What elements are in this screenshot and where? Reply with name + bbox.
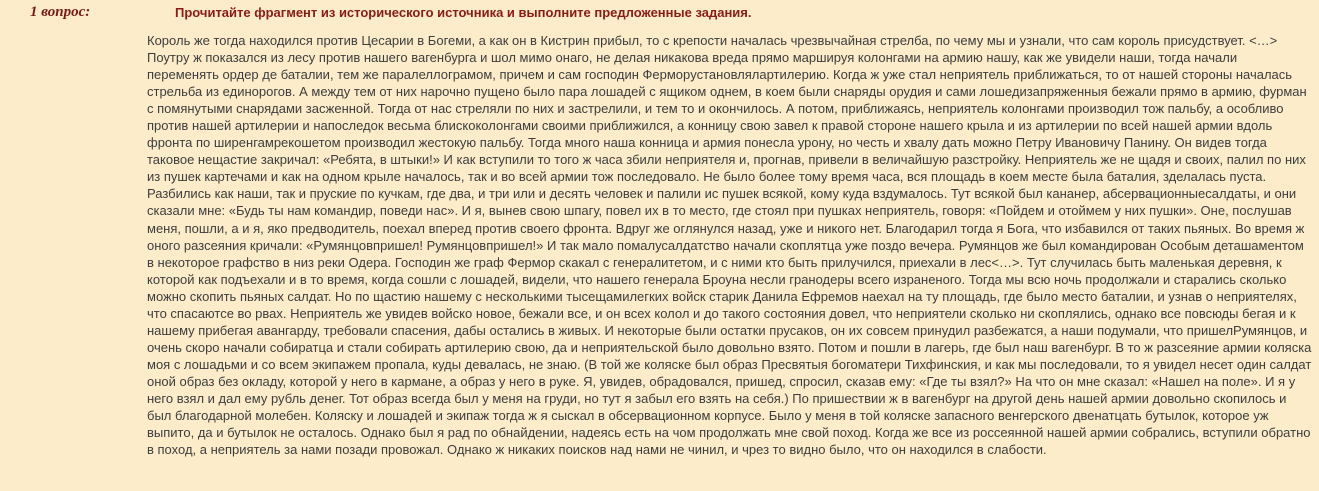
question-number-label: 1 вопрос: — [30, 4, 91, 20]
question-instruction: Прочитайте фрагмент из исторического источника и выполните предложенные задания. — [175, 5, 752, 20]
historical-source-text: Король же тогда находился против Цесарии в Богеми, а как он в Кистрин прибыл, то с крепости началась чрезвычайная стрелба, по чему мы и узнали, что сам король присудствует. <…> Поутру ж показался из лесу против нашего вагенбурга и шол мимо онаго, не делая никакова вреда прямо маршируя колонгами на армию нашу, как же увидели наши, тогда начали переменять ордер де баталии, тем же паралеллограмом, причем и сам господин Фермоpустановлялартилерию. Когда ж уже стал неприятель приближаться, то от нашей стороны началась стрельба из единорогов. А между тем от них нарочно пущено было пара лошадей с ящиком однем, в коем были снаряды орудия и сами лошедизапряженныя бежали прямо в армию, фурман с помянутыми снарядами засженной. Тогда от нас стреляли по них и застрелили, и тем то и окончилось. А потом, приближаясь, неприятель колонгами производил тож пальбу, а особливо против нашей артилерии и напоследок весьма блискоколонгами своими приближился, а конницу свою завел к правой стороне нашего крыла и из артилерии по всей нашей армии вдоль фронта по ширенгамрекошетом производил жестокую пальбу. Тогда много наша конница и армия понесла урону, но честь и хвалу дать можно Петру Ивановичу Панину. Он видев тогда таковое нещастие закричал: «Ребята, в штыки!» И как вступили то того ж часа збили неприятеля и, прогнав, привели в величайшую разстройку. Неприятель же не щадя и своих, палил по них из пушек картечами и как на одном крыле началось, так и во всей армии тож последовало. Не было более тому время часа, вся площадь в коем месте была баталия, зделалась пуста. Разбились как наши, так и пруские по кучкам, где два, и три или и десять человек и палили ис пушек всякой, кому куда вздумалось. Тут всякой был кананер, абсервационныесалдаты, и они сказали мне: «Будь ты нам командир, поведи нас». И я, вынев свою шпагу, повел их в то место, где стоял при пушках неприятель, говоря: «Пойдем и отоймем у них пушки». Оне, послушав меня, пошли, а и я, яко предводитель, поехал вперед против своего фронта. Вдруг же оглянулся назад, уже и никого нет. Благодарил тогда я Бога, что избавился от таких пьяных. Во время ж оного разсеяния кричали: «Румянцовпришел! Румянцовпришел!» И так мало помалусалдатство начали скоплятца уже поздо вечера. Румянцов же был командирован Особым деташаментом в некоторое графство в низ реки Одера. Господин же граф Фермор скакал с генералитетом, и с ними кто быть прилучился, приехали в лес<…>. Тут случилась быть маленькая деревня, к которой как подъехали и в то время, когда сошли с лошадей, видели, что нашего генерала Броуна несли гранодеры всего израненого. Тогда мы всю ночь продолжали и старались сколько можно скопить пьяных салдат. Но по щастию нашему с несколькими тысещамилегких войск старик Данила Ефремов наехал на ту площадь, где было место баталии, и узнав о неприятелях, что спасаютсе во рвах. Неприятель же увидев войско новое, бежали все, и он всех колол и до такого состояния довел, что неприятели сколько ни скоплялись, однако все повсюды бегая и к нашему прибегая авангарду, требовали спасения, дабы остались в живых. И некоторые были остатки прусаков, он их совсем принудил разбежатся, а наши подумали, что пришелРумянцов, и очень скоро начали собиратца и стали собирать артилерию свою, да и неприятельской было довольно взято. Потом и пошли в лагерь, где был наш вагенбург. В то ж разсеяние армии коляска моя с лошадьми и со всем экипажем пропала, куды девалась, не знаю. (В той же коляске был образ Пресвятыя богоматери Тихфинския, и как мы последовали, то я увидел несет один салдат оной образ без окладу, которой у него в кармане, а образ у него в руке. Я, увидев, обрадовался, пришед, спросил, сказав ему: «Где ты взял?» На что он мне сказал: «Нашел на поле». И я у него взял и дал ему рубль денег. Тот образ всегда был у меня на груди, но тут я забыл его взять на себя.) По пришествии ж в вагенбург на другой день нашей армии довольно скопилось и был благодарной молебен. Коляску и лошадей и экипаж тогда ж я сыскал в обсервационном корпусе. Было у меня в той коляске запасного венгерского двенатцать бутылок, которое уж выпито, да и бутылок не осталось. Однако был я рад по обнайдении, надеясь есть на чом продолжать мне свой поход. Когда же все из россеянной нашей армии собрались, вступили обратно в поход, а неприятель за нами позади провожал. Однако ж никаких поисков над нами не чинил, и чрез то видно было, что он находился в слабости. — [147, 33, 1312, 458]
